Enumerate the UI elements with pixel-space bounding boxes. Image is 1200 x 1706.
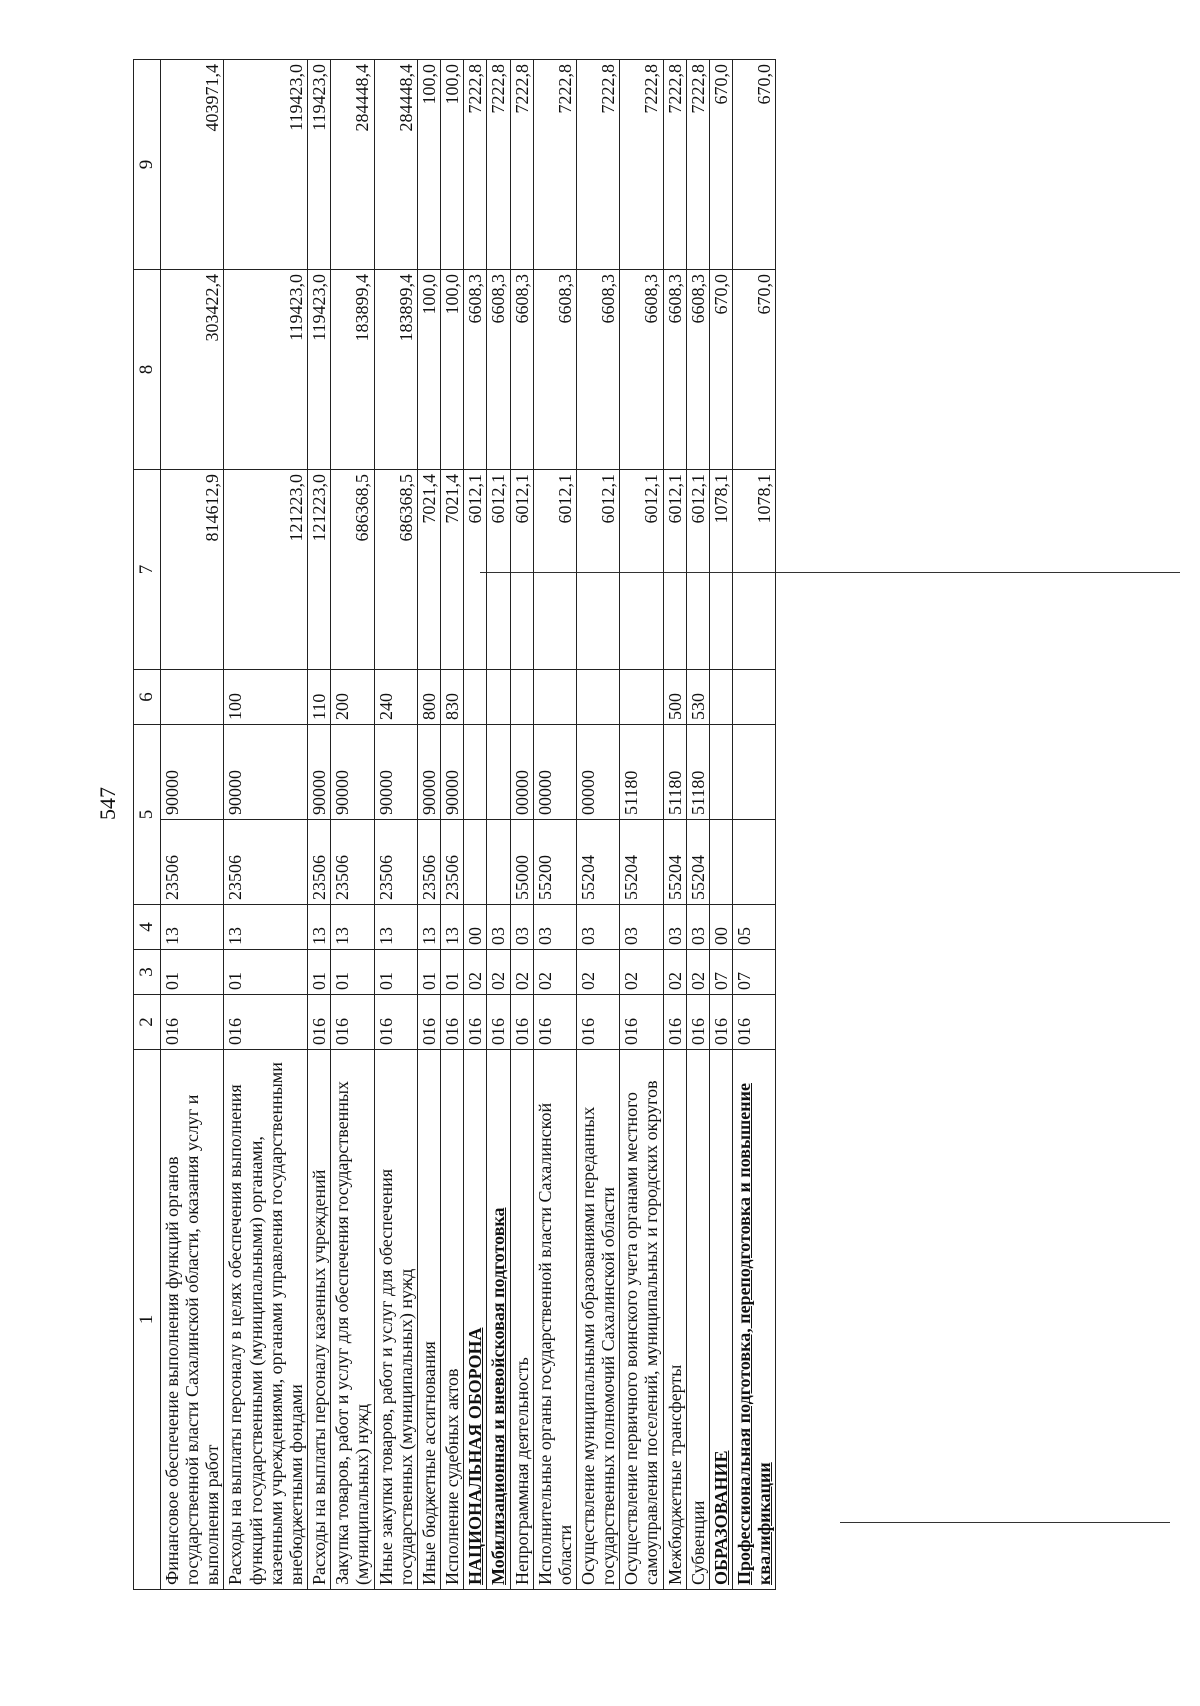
- table-row: [487, 60, 510, 1590]
- row-name-cell: Межбюджетные трансферты: [663, 1050, 686, 1590]
- table-row: [733, 60, 776, 1590]
- row-cell-c5b: 90000: [374, 725, 417, 820]
- row-cell-c8: 6608,3: [576, 270, 619, 470]
- row-cell-c4: 03: [576, 905, 619, 950]
- row-cell-c8: 6608,3: [663, 270, 686, 470]
- row-cell-c8: 6608,3: [487, 270, 510, 470]
- row-cell-c8: 6608,3: [620, 270, 663, 470]
- table-row: [374, 60, 417, 1590]
- row-cell-c5a: 23506: [441, 820, 464, 905]
- row-name-cell: Субвенции: [686, 1050, 709, 1590]
- row-cell-c7: 1078,1: [709, 470, 732, 670]
- row-cell-c9: 119423,0: [308, 60, 331, 270]
- row-cell-c2: 016: [417, 995, 440, 1050]
- header-cell-6: 6: [134, 670, 161, 725]
- row-cell-c2: 016: [441, 995, 464, 1050]
- row-cell-c4: 13: [161, 905, 224, 950]
- row-cell-c8: 119423,0: [308, 270, 331, 470]
- row-cell-c5a: [733, 820, 776, 905]
- row-cell-c9: 284448,4: [331, 60, 374, 270]
- row-cell-c5b: [464, 725, 487, 820]
- row-cell-c5b: 00000: [533, 725, 576, 820]
- row-cell-c9: 7222,8: [464, 60, 487, 270]
- row-cell-c9: 7222,8: [533, 60, 576, 270]
- table-row: [663, 60, 686, 1590]
- row-name-cell: Осуществление первичного воинского учета органами местного самоуправления поселений, муниципальных и городских округов: [620, 1050, 663, 1590]
- row-cell-c5a: 23506: [417, 820, 440, 905]
- row-cell-c5b: [733, 725, 776, 820]
- row-cell-c5a: 55000: [510, 820, 533, 905]
- row-cell-c3: 01: [441, 950, 464, 995]
- row-cell-c8: 100,0: [441, 270, 464, 470]
- row-cell-c7: 814612,9: [161, 470, 224, 670]
- row-cell-c5b: 90000: [224, 725, 308, 820]
- row-cell-c3: 02: [510, 950, 533, 995]
- row-cell-c5a: 23506: [308, 820, 331, 905]
- row-cell-c7: 686368,5: [331, 470, 374, 670]
- row-cell-c5b: 51180: [663, 725, 686, 820]
- row-cell-c7: 6012,1: [533, 470, 576, 670]
- row-cell-c5a: 55200: [533, 820, 576, 905]
- table-row: [510, 60, 533, 1590]
- row-cell-c6: 100: [224, 670, 308, 725]
- row-cell-c2: 016: [510, 995, 533, 1050]
- row-cell-c4: 00: [709, 905, 732, 950]
- row-cell-c9: 670,0: [709, 60, 732, 270]
- row-cell-c6: 110: [308, 670, 331, 725]
- row-cell-c7: 121223,0: [308, 470, 331, 670]
- row-name-cell: Осуществление муниципальными образованиями переданных государственных полномочий Сахалинской области: [576, 1050, 619, 1590]
- row-cell-c9: 7222,8: [576, 60, 619, 270]
- table-row: [576, 60, 619, 1590]
- row-cell-c7: 6012,1: [576, 470, 619, 670]
- row-cell-c5a: 23506: [331, 820, 374, 905]
- row-cell-c7: 1078,1: [733, 470, 776, 670]
- row-cell-c4: 03: [686, 905, 709, 950]
- row-cell-c5a: 23506: [224, 820, 308, 905]
- row-cell-c2: 016: [487, 995, 510, 1050]
- row-cell-c3: 02: [533, 950, 576, 995]
- row-cell-c5a: 55204: [620, 820, 663, 905]
- row-cell-c6: 800: [417, 670, 440, 725]
- row-name-cell: Исполнение судебных актов: [441, 1050, 464, 1590]
- row-cell-c8: 100,0: [417, 270, 440, 470]
- table-row: [417, 60, 440, 1590]
- row-cell-c8: 119423,0: [224, 270, 308, 470]
- table-row: [464, 60, 487, 1590]
- row-name-cell: Расходы на выплаты персоналу в целях обеспечения выполнения функций государственными (муниципальными) органами, казенными учреждениями, органами управления государственными внебюджетными фондами: [224, 1050, 308, 1590]
- row-cell-c3: 02: [487, 950, 510, 995]
- row-cell-c4: 03: [620, 905, 663, 950]
- row-cell-c7: 686368,5: [374, 470, 417, 670]
- row-name-cell: ОБРАЗОВАНИЕ: [709, 1050, 732, 1590]
- row-cell-c9: 7222,8: [510, 60, 533, 270]
- row-cell-c3: 01: [224, 950, 308, 995]
- row-name-cell: Мобилизационная и вневойсковая подготовка: [487, 1050, 510, 1590]
- row-cell-c7: 6012,1: [510, 470, 533, 670]
- row-cell-c5b: [487, 725, 510, 820]
- row-cell-c3: 02: [620, 950, 663, 995]
- header-cell-3: 3: [134, 950, 161, 995]
- row-cell-c3: 01: [374, 950, 417, 995]
- row-cell-c3: 02: [576, 950, 619, 995]
- row-cell-c3: 01: [417, 950, 440, 995]
- row-cell-c3: 02: [686, 950, 709, 995]
- row-cell-c4: 13: [441, 905, 464, 950]
- row-cell-c9: 403971,4: [161, 60, 224, 270]
- header-cell-1: 1: [134, 1050, 161, 1590]
- row-cell-c8: 6608,3: [464, 270, 487, 470]
- row-cell-c5b: 51180: [620, 725, 663, 820]
- row-cell-c8: 6608,3: [510, 270, 533, 470]
- row-cell-c3: 02: [464, 950, 487, 995]
- row-name-cell: Иные закупки товаров, работ и услуг для обеспечения государственных (муниципальных) нужд: [374, 1050, 417, 1590]
- table-row: [686, 60, 709, 1590]
- row-cell-c7: 6012,1: [620, 470, 663, 670]
- row-cell-c5b: 90000: [417, 725, 440, 820]
- header-row: [134, 60, 161, 1590]
- header-cell-5: 5: [134, 725, 161, 905]
- table-row: [533, 60, 576, 1590]
- row-cell-c5a: [709, 820, 732, 905]
- row-cell-c3: 02: [663, 950, 686, 995]
- row-cell-c5b: 90000: [441, 725, 464, 820]
- row-cell-c2: 016: [308, 995, 331, 1050]
- row-cell-c7: 6012,1: [686, 470, 709, 670]
- row-cell-c3: 01: [161, 950, 224, 995]
- row-cell-c6: [620, 670, 663, 725]
- row-cell-c2: 016: [533, 995, 576, 1050]
- row-cell-c5b: 90000: [308, 725, 331, 820]
- header-cell-9: 9: [134, 60, 161, 270]
- row-cell-c5a: 55204: [576, 820, 619, 905]
- row-cell-c6: [576, 670, 619, 725]
- row-name-cell: Профессиональная подготовка, переподготовка и повышение квалификации: [733, 1050, 776, 1590]
- header-cell-7: 7: [134, 470, 161, 670]
- row-cell-c6: 500: [663, 670, 686, 725]
- row-cell-c9: 284448,4: [374, 60, 417, 270]
- row-cell-c9: 100,0: [441, 60, 464, 270]
- row-cell-c2: 016: [709, 995, 732, 1050]
- row-cell-c5b: 51180: [686, 725, 709, 820]
- row-cell-c2: 016: [663, 995, 686, 1050]
- table-row: [709, 60, 732, 1590]
- row-cell-c4: 13: [224, 905, 308, 950]
- row-cell-c2: 016: [576, 995, 619, 1050]
- row-cell-c4: 13: [308, 905, 331, 950]
- row-cell-c5a: [487, 820, 510, 905]
- table-row: [224, 60, 308, 1590]
- row-cell-c9: 100,0: [417, 60, 440, 270]
- row-cell-c6: [161, 670, 224, 725]
- header-cell-4: 4: [134, 905, 161, 950]
- row-cell-c6: 830: [441, 670, 464, 725]
- row-cell-c3: 01: [331, 950, 374, 995]
- row-cell-c9: 7222,8: [487, 60, 510, 270]
- row-cell-c7: 121223,0: [224, 470, 308, 670]
- row-cell-c9: 7222,8: [663, 60, 686, 270]
- row-name-cell: Непрограммная деятельность: [510, 1050, 533, 1590]
- row-cell-c7: 7021,4: [441, 470, 464, 670]
- row-name-cell: НАЦИОНАЛЬНАЯ ОБОРОНА: [464, 1050, 487, 1590]
- row-name-cell: Исполнительные органы государственной власти Сахалинской области: [533, 1050, 576, 1590]
- row-cell-c3: 07: [733, 950, 776, 995]
- row-cell-c4: 13: [374, 905, 417, 950]
- row-cell-c5a: [464, 820, 487, 905]
- row-cell-c4: 03: [663, 905, 686, 950]
- row-cell-c7: 6012,1: [663, 470, 686, 670]
- row-name-cell: Иные бюджетные ассигнования: [417, 1050, 440, 1590]
- row-cell-c2: 016: [686, 995, 709, 1050]
- row-cell-c2: 016: [331, 995, 374, 1050]
- row-cell-c6: [510, 670, 533, 725]
- row-cell-c5b: 90000: [331, 725, 374, 820]
- row-cell-c7: 6012,1: [487, 470, 510, 670]
- row-cell-c8: 670,0: [733, 270, 776, 470]
- row-cell-c7: 6012,1: [464, 470, 487, 670]
- row-cell-c8: 303422,4: [161, 270, 224, 470]
- row-cell-c5a: 23506: [374, 820, 417, 905]
- row-cell-c6: 530: [686, 670, 709, 725]
- table-row: [331, 60, 374, 1590]
- budget-table: [133, 59, 776, 1590]
- row-cell-c8: 183899,4: [331, 270, 374, 470]
- table-row: [308, 60, 331, 1590]
- row-name-cell: Финансовое обеспечение выполнения функций органов государственной власти Сахалинской области, оказания услуг и выполнения работ: [161, 1050, 224, 1590]
- row-cell-c5a: 55204: [686, 820, 709, 905]
- row-cell-c3: 01: [308, 950, 331, 995]
- rotated-table-wrapper: [133, 60, 1033, 1590]
- table-row: [620, 60, 663, 1590]
- row-cell-c2: 016: [374, 995, 417, 1050]
- row-cell-c4: 00: [464, 905, 487, 950]
- row-cell-c6: 200: [331, 670, 374, 725]
- row-cell-c6: 240: [374, 670, 417, 725]
- row-cell-c2: 016: [161, 995, 224, 1050]
- row-cell-c9: 7222,8: [686, 60, 709, 270]
- row-cell-c6: [533, 670, 576, 725]
- row-cell-c7: 7021,4: [417, 470, 440, 670]
- row-cell-c6: [709, 670, 732, 725]
- row-cell-c4: 03: [487, 905, 510, 950]
- row-name-cell: Закупка товаров, работ и услуг для обеспечения государственных (муниципальных) нужд: [331, 1050, 374, 1590]
- row-cell-c2: 016: [620, 995, 663, 1050]
- row-cell-c8: 6608,3: [533, 270, 576, 470]
- row-name-cell: Расходы на выплаты персоналу казенных учреждений: [308, 1050, 331, 1590]
- row-cell-c5a: 23506: [161, 820, 224, 905]
- row-cell-c2: 016: [224, 995, 308, 1050]
- row-cell-c4: 05: [733, 905, 776, 950]
- row-cell-c5b: 00000: [510, 725, 533, 820]
- header-cell-8: 8: [134, 270, 161, 470]
- row-cell-c5a: 55204: [663, 820, 686, 905]
- row-cell-c4: 03: [533, 905, 576, 950]
- page-number: 547: [95, 787, 120, 820]
- row-cell-c4: 13: [417, 905, 440, 950]
- row-cell-c4: 13: [331, 905, 374, 950]
- row-cell-c6: [464, 670, 487, 725]
- row-cell-c5b: 90000: [161, 725, 224, 820]
- row-cell-c8: 183899,4: [374, 270, 417, 470]
- row-cell-c2: 016: [733, 995, 776, 1050]
- row-cell-c6: [733, 670, 776, 725]
- row-cell-c9: 7222,8: [620, 60, 663, 270]
- row-cell-c4: 03: [510, 905, 533, 950]
- table-row: [441, 60, 464, 1590]
- row-cell-c8: 670,0: [709, 270, 732, 470]
- row-cell-c8: 6608,3: [686, 270, 709, 470]
- table-row: [161, 60, 224, 1590]
- row-cell-c5b: [709, 725, 732, 820]
- row-cell-c9: 119423,0: [224, 60, 308, 270]
- row-cell-c2: 016: [464, 995, 487, 1050]
- row-cell-c6: [487, 670, 510, 725]
- row-cell-c3: 07: [709, 950, 732, 995]
- header-cell-2: 2: [134, 995, 161, 1050]
- row-cell-c5b: 00000: [576, 725, 619, 820]
- row-cell-c9: 670,0: [733, 60, 776, 270]
